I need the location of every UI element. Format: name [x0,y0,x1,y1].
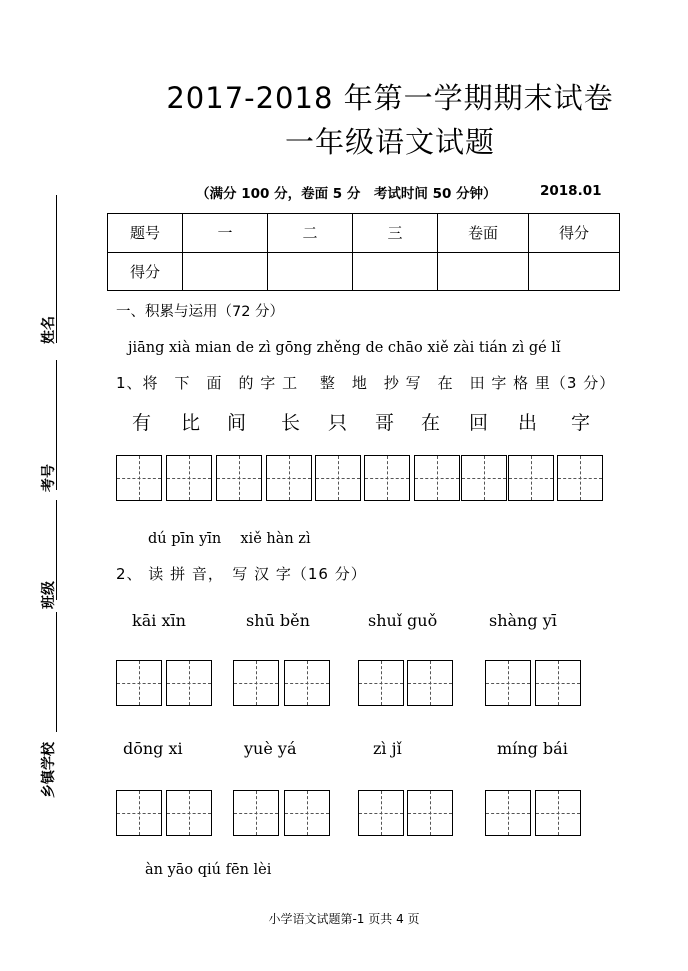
tian-grid-box[interactable] [284,790,330,836]
pinyin-prompt: dōng xi [123,739,183,758]
tian-grid-box[interactable] [166,455,212,501]
tian-grid-box[interactable] [557,455,603,501]
copy-char: 在 [421,412,441,434]
instruction-pinyin: jiāng xià mian de zì gōng zhěng de chāo xiě zài tián zì gé lǐ [128,340,561,356]
score-input-cell[interactable] [529,252,620,291]
tian-grid-box[interactable] [233,790,279,836]
copy-char: 间 [227,412,247,434]
binding-line [56,612,57,732]
tian-grid-box[interactable] [166,790,212,836]
score-table [107,213,620,291]
copy-char: 回 [469,412,489,434]
pinyin-prompt: kāi xīn [132,611,186,630]
tian-grid-box[interactable] [266,455,312,501]
tian-grid-box[interactable] [166,660,212,706]
class-label: 班级 [41,581,57,609]
tian-grid-box[interactable] [116,660,162,706]
page-subtitle: 一年级语文试题 [284,125,495,159]
tian-grid-box[interactable] [485,790,531,836]
tian-grid-box[interactable] [508,455,554,501]
score-input-cell[interactable] [438,252,529,291]
score-input-cell[interactable] [183,252,268,291]
tian-grid-box[interactable] [364,455,410,501]
tian-grid-box[interactable] [535,660,581,706]
exam-number-label: 考号 [41,464,57,492]
score-table-cell: 得分 [108,252,183,291]
tian-grid-box[interactable] [216,455,262,501]
pinyin-prompt: shàng yī [489,611,557,630]
tian-grid-box[interactable] [407,790,453,836]
school-label: 乡镇学校 [41,742,57,798]
section-title: 一、积累与运用（72 分） [116,304,285,320]
exam-note: （满分 100 分，卷面 5 分 考试时间 50 分钟） [196,186,497,202]
score-table-cell: 一 [183,214,268,253]
score-table-cell: 题号 [108,214,183,253]
tian-grid-box[interactable] [535,790,581,836]
score-table-cell: 二 [268,214,353,253]
copy-char: 字 [571,412,591,434]
copy-char: 只 [328,412,348,434]
tian-grid-box[interactable] [461,455,507,501]
page-footer: 小学语文试题第-1 页共 4 页 [268,912,420,926]
copy-char: 出 [518,412,538,434]
name-label: 姓名 [41,316,57,344]
score-table-header-row [108,214,620,253]
exam-date: 2018.01 [540,183,602,199]
score-table-cell: 卷面 [438,214,529,253]
tian-grid-box[interactable] [315,455,361,501]
instruction-pinyin: àn yāo qiú fēn lèi [145,862,272,878]
pinyin-prompt: shuǐ guǒ [368,611,438,630]
tian-grid-box[interactable] [358,660,404,706]
score-table-cell: 三 [353,214,438,253]
question-1-title: 1、将 下 面 的 字 工 整 地 抄 写 在 田 字 格 里（3 分） [116,374,616,392]
pinyin-prompt: zì jǐ [373,739,402,758]
question-2-title: 2、 读 拼 音， 写 汉 字（16 分） [116,565,367,583]
tian-grid-box[interactable] [414,455,460,501]
pinyin-prompt: yuè yá [244,739,297,758]
tian-grid-box[interactable] [284,660,330,706]
score-input-cell[interactable] [268,252,353,291]
copy-char: 长 [281,412,301,434]
page-title: 2017-2018 年第一学期期末试卷 [166,81,614,115]
copy-char: 有 [132,412,152,434]
pinyin-prompt: míng bái [497,739,568,758]
tian-grid-box[interactable] [485,660,531,706]
tian-grid-box[interactable] [116,455,162,501]
tian-grid-box[interactable] [358,790,404,836]
score-table-score-row [108,252,620,291]
instruction-pinyin: dú pīn yīn xiě hàn zì [148,531,311,547]
tian-grid-box[interactable] [116,790,162,836]
tian-grid-box[interactable] [233,660,279,706]
pinyin-prompt: shū běn [246,611,310,630]
tian-grid-box[interactable] [407,660,453,706]
score-table-cell: 得分 [529,214,620,253]
copy-char: 比 [181,412,201,434]
copy-char: 哥 [375,412,395,434]
score-input-cell[interactable] [353,252,438,291]
